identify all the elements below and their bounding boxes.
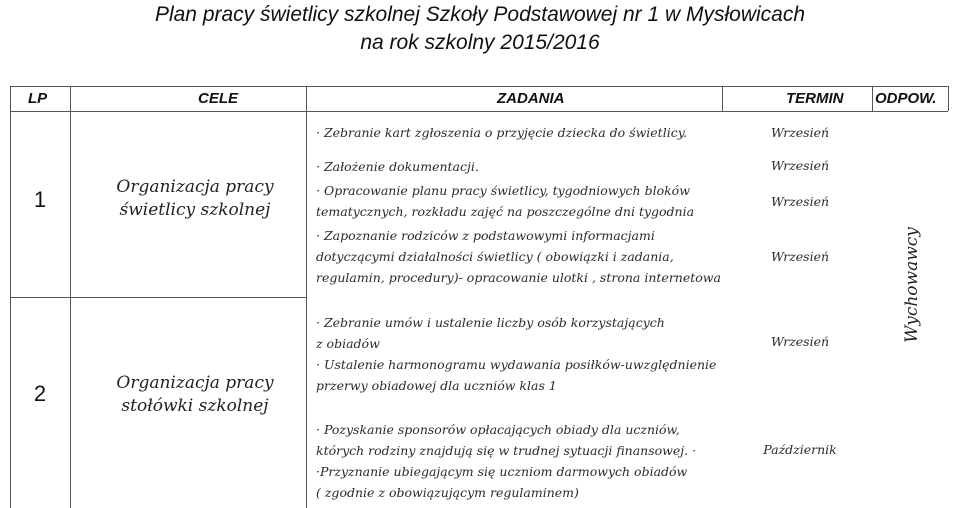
goal-line: świetlicy szkolnej — [119, 200, 271, 220]
header-termin: TERMIN — [786, 90, 844, 107]
task-item — [316, 225, 720, 288]
title-line-1: Plan pracy świetlicy szkolnej Szkoły Podstawowej nr 1 w Mysłowicach — [154, 3, 806, 26]
task-line: ( zgodnie z obowiązującym regulaminem) — [316, 485, 579, 500]
term-cell: Wrzesień — [770, 125, 830, 140]
goal-cell — [90, 372, 300, 418]
task-item — [316, 312, 720, 396]
task-line: · Zapoznanie rodziców z podstawowymi informacjami — [316, 228, 655, 243]
task-line: · Zebranie kart zgłoszenia o przyjęcie dziecka do świetlicy. — [316, 125, 688, 140]
task-line: dotyczącymi działalności świetlicy ( obowiązki i zadania, — [316, 249, 674, 264]
header-cele: CELE — [198, 90, 239, 107]
goal-line: stołówki szkolnej — [121, 396, 269, 416]
column-divider-cele — [306, 86, 307, 508]
task-item — [316, 122, 720, 143]
task-line: · Opracowanie planu pracy świetlicy, tygodniowych bloków — [316, 183, 690, 198]
task-line: ·Przyznanie ubiegającym się uczniom darmowych obiadów — [316, 464, 688, 479]
task-line: · Ustalenie harmonogramu wydawania posiłków-uwzględnienie — [316, 357, 717, 372]
task-line: regulamin, procedury)- opracowanie ulotki , strona internetowa — [316, 270, 721, 285]
goal-cell — [90, 176, 300, 222]
term-cell: Wrzesień — [770, 194, 830, 209]
title-line-2: na rok szkolny 2015/2016 — [360, 31, 600, 54]
task-item — [316, 180, 720, 222]
column-divider-termin — [872, 86, 873, 111]
term-cell: Wrzesień — [770, 334, 830, 349]
term-cell: Wrzesień — [770, 158, 830, 173]
term-cell: Październik — [763, 442, 837, 457]
task-item — [316, 156, 720, 177]
header-odpow: ODPOW. — [875, 90, 937, 107]
task-line: których rodziny znajdują się w trudnej sytuacji finansowej. · — [316, 443, 697, 458]
goal-line: Organizacja pracy — [116, 177, 274, 197]
header-zadania: ZADANIA — [497, 90, 565, 107]
table-top-border — [10, 86, 948, 87]
task-line: tematycznych, rozkładu zajęć na poszczególne dni tygodnia — [316, 204, 695, 219]
goal-line: Organizacja pracy — [116, 373, 274, 393]
task-line: z obiadów — [316, 336, 380, 351]
column-divider-zadania — [722, 86, 723, 111]
term-cell: Wrzesień — [770, 249, 830, 264]
table-right-border — [948, 86, 949, 111]
header-bottom-border — [10, 111, 948, 112]
task-line: · Założenie dokumentacji. — [316, 159, 479, 174]
header-lp: LP — [28, 90, 48, 107]
responsible-label: Wychowawcy — [902, 227, 922, 343]
row-number: 1 — [33, 187, 47, 212]
task-line: · Zebranie umów i ustalenie liczby osób korzystających — [316, 315, 665, 330]
column-divider-lp — [70, 86, 71, 508]
task-line: przerwy obiadowej dla uczniów klas 1 — [316, 378, 557, 393]
row-number: 2 — [33, 381, 47, 406]
row-divider — [10, 297, 306, 298]
task-item — [316, 419, 720, 503]
table-left-border — [10, 86, 11, 508]
task-line: · Pozyskanie sponsorów opłacających obiady dla uczniów, — [316, 422, 680, 437]
